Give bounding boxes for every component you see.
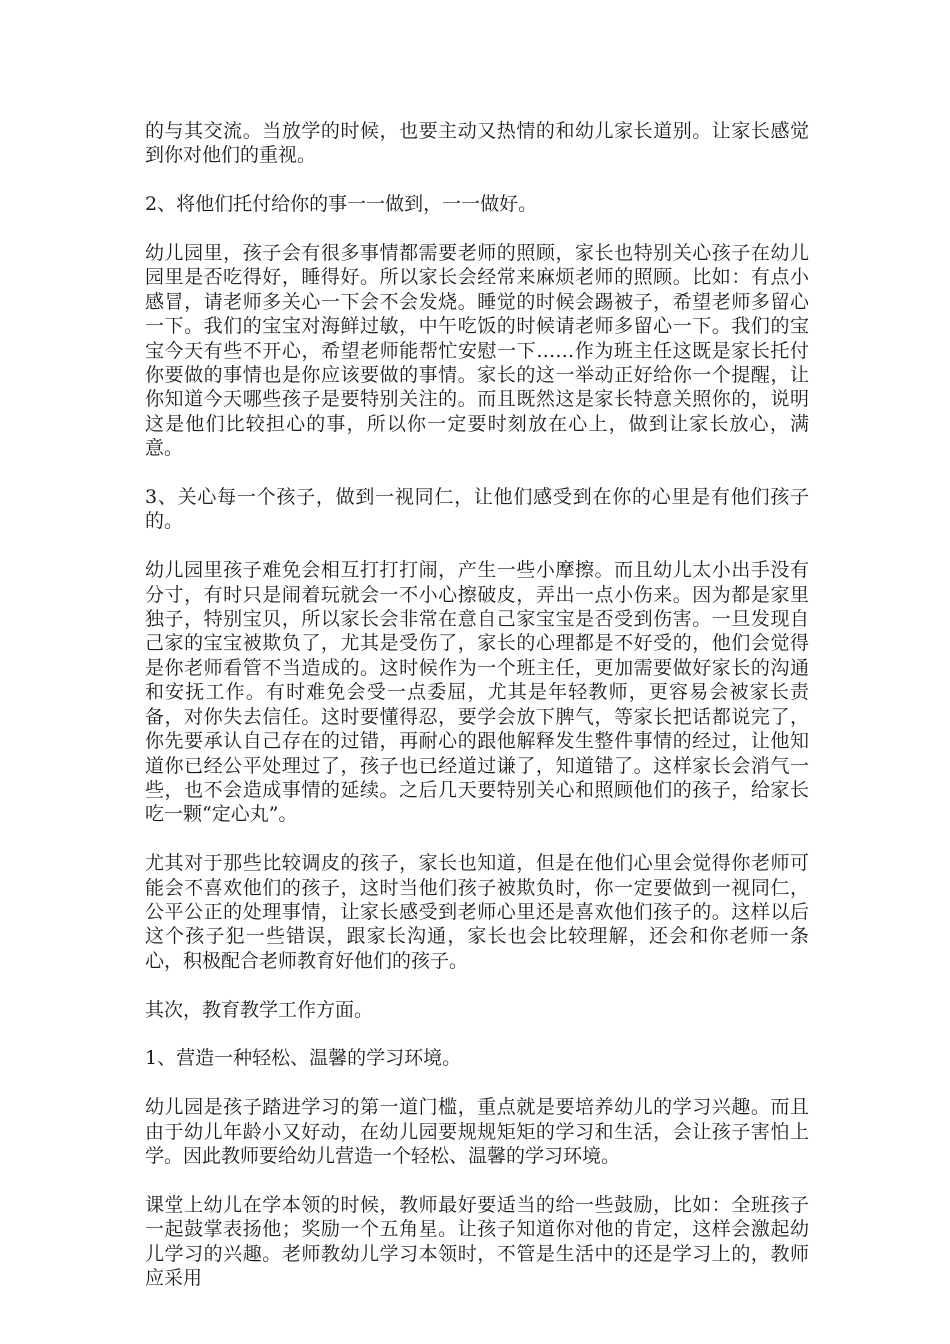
paragraph-intro-continuation: 的与其交流。当放学的时候，也要主动又热情的和幼儿家长道别。让家长感觉到你对他们的重视。 [145, 120, 809, 167]
document-body [145, 119, 809, 1290]
paragraph-point-3-followup: 尤其对于那些比较调皮的孩子，家长也知道，但是在他们心里会觉得你老师可能会不喜欢他们的孩子，这时当他们孩子被欺负时，你一定要做到一视同仁，公平公正的处理事情，让家长感受到老师心里还是喜欢他们孩子的。这样以后这个孩子犯一些错误，跟家长沟通，家长也会比较理解，还会和你老师一条心，积极配合老师教育好他们的孩子。 [145, 852, 809, 972]
section-heading-teaching: 其次，教育教学工作方面。 [145, 998, 374, 1021]
paragraph-teaching-point-1-classroom: 课堂上幼儿在学本领的时候，教师最好要适当的给一些鼓励，比如：全班孩子一起鼓掌表扬他；奖励一个五角星。让孩子知道你对他的肯定，这样会激起幼儿学习的兴趣。老师教幼儿学习本领时，不管是生活中的还是学习上的，教师应采用 [145, 1193, 809, 1289]
paragraph-point-2-body: 幼儿园里，孩子会有很多事情都需要老师的照顾，家长也特别关心孩子在幼儿园里是否吃得好，睡得好。所以家长会经常来麻烦老师的照顾。比如：有点小感冒，请老师多关心一下会不会发烧。睡觉的时候会踢被子，希望老师多留心一下。我们的宝宝对海鲜过敏，中午吃饭的时候请老师多留心一下。我们的宝宝今天有些不开心，希望老师能帮忙安慰一下……作为班主任这既是家长托付你要做的事情也是你应该要做的事情。家长的这一举动正好给你一个提醒，让你知道今天哪些孩子是要特别关注的。而且既然这是家长特意关照你的，说明这是他们比较担心的事，所以你一定要时刻放在心上，做到让家长放心，满意。 [145, 242, 809, 460]
heading-point-2: 2、将他们托付给你的事一一做到，一一做好。 [145, 193, 538, 216]
paragraph-point-3-body: 幼儿园里孩子难免会相互打打打闹，产生一些小摩擦。而且幼儿太小出手没有分寸，有时只是闹着玩就会一不小心擦破皮，弄出一点小伤来。因为都是家里独子，特别宝贝，所以家长会非常在意自己家宝宝是否受到伤害。一旦发现自己家的宝宝被欺负了，尤其是受伤了，家长的心理都是不好受的，他们会觉得是你老师看管不当造成的。这时候作为一个班主任，更加需要做好家长的沟通和安抚工作。有时难免会受一点委屈，尤其是年轻教师，更容易会被家长责备，对你失去信任。这时要懂得忍，要学会放下脾气，等家长把话都说完了，你先要承认自己存在的过错，再耐心的跟他解释发生整件事情的经过，让他知道你已经公平处理过了，孩子也已经道过谦了，知道错了。这样家长会消气一些，也不会造成事情的延续。之后几天要特别关心和照顾他们的孩子，给家长吃一颗“定心丸”。 [145, 559, 809, 826]
heading-point-3: 3、关心每一个孩子，做到一视同仁，让他们感受到在你的心里是有他们孩子的。 [145, 486, 809, 533]
heading-teaching-point-1: 1、营造一种轻松、温馨的学习环境。 [145, 1047, 462, 1070]
paragraph-teaching-point-1-body: 幼儿园是孩子踏进学习的第一道门槛，重点就是要培养幼儿的学习兴趣。而且由于幼儿年龄小又好动，在幼儿园要规规矩矩的学习和生活，会让孩子害怕上学。因此教师要给幼儿营造一个轻松、温馨的学习环境。 [145, 1096, 809, 1167]
